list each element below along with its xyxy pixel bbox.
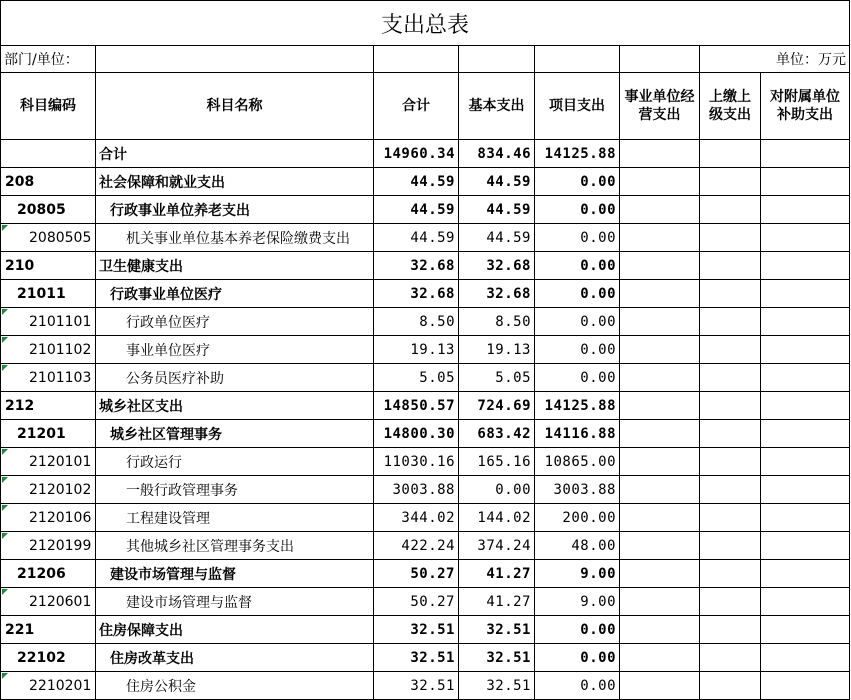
cell-code[interactable]: 2101101 (1, 308, 96, 336)
cell-total[interactable]: 32.51 (374, 644, 459, 672)
cell-subsidy[interactable] (761, 252, 850, 280)
cell-basic[interactable]: 165.16 (459, 448, 535, 476)
cell-project[interactable]: 0.00 (535, 168, 620, 196)
cell-subsidy[interactable] (761, 616, 850, 644)
cell-project[interactable]: 9.00 (535, 588, 620, 616)
cell-name[interactable]: 事业单位医疗 (96, 336, 374, 364)
cell-total[interactable]: 32.51 (374, 672, 459, 700)
cell-project[interactable]: 200.00 (535, 504, 620, 532)
cell-business[interactable] (620, 336, 700, 364)
table-row (1, 532, 850, 560)
header-code: 科目编码 (1, 73, 96, 140)
cell-subsidy[interactable] (761, 364, 850, 392)
cell-code[interactable]: 2120601 (1, 588, 96, 616)
cell-project[interactable]: 10865.00 (535, 448, 620, 476)
cell-total[interactable]: 44.59 (374, 168, 459, 196)
cell-total[interactable]: 50.27 (374, 588, 459, 616)
cell-code[interactable]: 20805 (1, 196, 96, 224)
cell-project[interactable]: 0.00 (535, 196, 620, 224)
cell-code[interactable]: 2120101 (1, 448, 96, 476)
cell-name[interactable]: 社会保障和就业支出 (96, 168, 374, 196)
table-row (1, 168, 850, 196)
cell-basic[interactable]: 32.68 (459, 280, 535, 308)
cell-business[interactable] (620, 588, 700, 616)
cell-code[interactable] (1, 140, 96, 168)
cell-upper[interactable] (700, 532, 761, 560)
unit-row-empty-cell (459, 46, 535, 73)
header-basic: 基本支出 (459, 73, 535, 140)
table-row (1, 560, 850, 588)
cell-total[interactable]: 8.50 (374, 308, 459, 336)
cell-subsidy[interactable] (761, 476, 850, 504)
table-row (1, 588, 850, 616)
cell-upper[interactable] (700, 448, 761, 476)
cell-code[interactable]: 208 (1, 168, 96, 196)
cell-code[interactable]: 212 (1, 392, 96, 420)
cell-name[interactable]: 工程建设管理 (96, 504, 374, 532)
unit-row-empty-cell (374, 46, 459, 73)
cell-business[interactable] (620, 196, 700, 224)
cell-business[interactable] (620, 672, 700, 700)
table-row (1, 364, 850, 392)
cell-upper[interactable] (700, 560, 761, 588)
cell-total[interactable]: 50.27 (374, 560, 459, 588)
cell-name[interactable]: 行政事业单位医疗 (96, 280, 374, 308)
cell-project[interactable]: 0.00 (535, 672, 620, 700)
cell-basic[interactable]: 5.05 (459, 364, 535, 392)
cell-name[interactable]: 行政单位医疗 (96, 308, 374, 336)
cell-name[interactable]: 公务员医疗补助 (96, 364, 374, 392)
cell-business[interactable] (620, 532, 700, 560)
table-title: 支出总表 (1, 1, 850, 46)
cell-subsidy[interactable] (761, 224, 850, 252)
cell-subsidy[interactable] (761, 588, 850, 616)
cell-upper[interactable] (700, 224, 761, 252)
cell-total[interactable]: 14800.30 (374, 420, 459, 448)
cell-basic[interactable]: 32.51 (459, 644, 535, 672)
cell-name[interactable]: 建设市场管理与监督 (96, 588, 374, 616)
cell-subsidy[interactable] (761, 672, 850, 700)
cell-upper[interactable] (700, 644, 761, 672)
cell-name[interactable]: 住房改革支出 (96, 644, 374, 672)
cell-basic[interactable]: 0.00 (459, 476, 535, 504)
cell-business[interactable] (620, 476, 700, 504)
cell-upper[interactable] (700, 420, 761, 448)
cell-upper[interactable] (700, 672, 761, 700)
cell-total[interactable]: 14850.57 (374, 392, 459, 420)
cell-name[interactable]: 城乡社区管理事务 (96, 420, 374, 448)
cell-subsidy[interactable] (761, 392, 850, 420)
cell-name[interactable]: 机关事业单位基本养老保险缴费支出 (96, 224, 374, 252)
cell-code[interactable]: 21206 (1, 560, 96, 588)
cell-basic[interactable]: 41.27 (459, 560, 535, 588)
dept-label: 部门/单位： (1, 46, 96, 73)
cell-basic[interactable]: 41.27 (459, 588, 535, 616)
cell-business[interactable] (620, 616, 700, 644)
table-row (1, 280, 850, 308)
table-row (1, 308, 850, 336)
cell-upper[interactable] (700, 476, 761, 504)
cell-upper[interactable] (700, 336, 761, 364)
cell-code[interactable]: 2080505 (1, 224, 96, 252)
cell-business[interactable] (620, 448, 700, 476)
cell-code[interactable]: 2101102 (1, 336, 96, 364)
cell-name[interactable]: 城乡社区支出 (96, 392, 374, 420)
cell-basic[interactable]: 32.51 (459, 672, 535, 700)
cell-name[interactable]: 建设市场管理与监督 (96, 560, 374, 588)
cell-project[interactable]: 0.00 (535, 644, 620, 672)
cell-subsidy[interactable] (761, 448, 850, 476)
table-row (1, 448, 850, 476)
cell-total[interactable]: 32.68 (374, 252, 459, 280)
cell-total[interactable]: 344.02 (374, 504, 459, 532)
cell-business[interactable] (620, 504, 700, 532)
cell-subsidy[interactable] (761, 532, 850, 560)
cell-business[interactable] (620, 308, 700, 336)
cell-code[interactable]: 2101103 (1, 364, 96, 392)
cell-name[interactable]: 住房公积金 (96, 672, 374, 700)
cell-basic[interactable]: 44.59 (459, 196, 535, 224)
table-row (1, 672, 850, 700)
dept-value-cell[interactable] (96, 46, 374, 73)
cell-subsidy[interactable] (761, 504, 850, 532)
cell-subsidy[interactable] (761, 560, 850, 588)
cell-subsidy[interactable] (761, 168, 850, 196)
header-upper: 上缴上级支出 (700, 73, 761, 140)
cell-basic[interactable]: 32.51 (459, 616, 535, 644)
cell-project[interactable]: 14116.88 (535, 420, 620, 448)
cell-subsidy[interactable] (761, 280, 850, 308)
cell-upper[interactable] (700, 196, 761, 224)
cell-business[interactable] (620, 364, 700, 392)
cell-business[interactable] (620, 252, 700, 280)
cell-total[interactable]: 19.13 (374, 336, 459, 364)
header-total: 合计 (374, 73, 459, 140)
cell-total[interactable]: 32.68 (374, 280, 459, 308)
cell-upper[interactable] (700, 280, 761, 308)
cell-upper[interactable] (700, 392, 761, 420)
cell-name[interactable]: 一般行政管理事务 (96, 476, 374, 504)
table-row (1, 616, 850, 644)
cell-code[interactable]: 2120102 (1, 476, 96, 504)
unit-row-empty-cell (535, 46, 620, 73)
cell-basic[interactable]: 374.24 (459, 532, 535, 560)
table-row (1, 476, 850, 504)
cell-business[interactable] (620, 392, 700, 420)
cell-upper[interactable] (700, 168, 761, 196)
header-subsidy: 对附属单位补助支出 (761, 73, 850, 140)
cell-subsidy[interactable] (761, 140, 850, 168)
unit-row-empty-cell (620, 46, 700, 73)
cell-project[interactable]: 9.00 (535, 560, 620, 588)
cell-code[interactable]: 210 (1, 252, 96, 280)
cell-subsidy[interactable] (761, 308, 850, 336)
cell-subsidy[interactable] (761, 420, 850, 448)
cell-name[interactable]: 行政事业单位养老支出 (96, 196, 374, 224)
cell-basic[interactable]: 834.46 (459, 140, 535, 168)
cell-basic[interactable]: 44.59 (459, 168, 535, 196)
header-business: 事业单位经营支出 (620, 73, 700, 140)
header-name: 科目名称 (96, 73, 374, 140)
cell-business[interactable] (620, 644, 700, 672)
cell-project[interactable]: 0.00 (535, 336, 620, 364)
table-row (1, 196, 850, 224)
cell-basic[interactable]: 724.69 (459, 392, 535, 420)
cell-total[interactable]: 11030.16 (374, 448, 459, 476)
cell-upper[interactable] (700, 588, 761, 616)
cell-project[interactable]: 3003.88 (535, 476, 620, 504)
cell-code[interactable]: 2120199 (1, 532, 96, 560)
cell-total[interactable]: 32.51 (374, 616, 459, 644)
cell-basic[interactable]: 8.50 (459, 308, 535, 336)
cell-name[interactable]: 卫生健康支出 (96, 252, 374, 280)
cell-project[interactable]: 14125.88 (535, 392, 620, 420)
table-row (1, 392, 850, 420)
cell-business[interactable] (620, 420, 700, 448)
cell-project[interactable]: 14125.88 (535, 140, 620, 168)
unit-label: 单位：万元 (700, 46, 850, 73)
table-row (1, 140, 850, 168)
cell-upper[interactable] (700, 140, 761, 168)
cell-upper[interactable] (700, 364, 761, 392)
table-row (1, 504, 850, 532)
cell-code[interactable]: 21011 (1, 280, 96, 308)
cell-code[interactable]: 2120106 (1, 504, 96, 532)
table-row (1, 420, 850, 448)
cell-business[interactable] (620, 168, 700, 196)
cell-total[interactable]: 44.59 (374, 224, 459, 252)
cell-total[interactable]: 422.24 (374, 532, 459, 560)
cell-project[interactable]: 0.00 (535, 364, 620, 392)
cell-basic[interactable]: 144.02 (459, 504, 535, 532)
cell-code[interactable]: 22102 (1, 644, 96, 672)
cell-basic[interactable]: 19.13 (459, 336, 535, 364)
cell-code[interactable]: 21201 (1, 420, 96, 448)
cell-total[interactable]: 44.59 (374, 196, 459, 224)
header-row (1, 73, 850, 140)
cell-name[interactable]: 行政运行 (96, 448, 374, 476)
cell-business[interactable] (620, 140, 700, 168)
cell-total[interactable]: 14960.34 (374, 140, 459, 168)
table-row (1, 336, 850, 364)
cell-code[interactable]: 2210201 (1, 672, 96, 700)
table-row (1, 252, 850, 280)
cell-project[interactable]: 0.00 (535, 252, 620, 280)
cell-name[interactable]: 合计 (96, 140, 374, 168)
cell-project[interactable]: 48.00 (535, 532, 620, 560)
cell-basic[interactable]: 32.68 (459, 252, 535, 280)
cell-total[interactable]: 5.05 (374, 364, 459, 392)
cell-name[interactable]: 住房保障支出 (96, 616, 374, 644)
cell-total[interactable]: 3003.88 (374, 476, 459, 504)
cell-upper[interactable] (700, 616, 761, 644)
cell-project[interactable]: 0.00 (535, 616, 620, 644)
cell-business[interactable] (620, 280, 700, 308)
cell-project[interactable]: 0.00 (535, 280, 620, 308)
cell-upper[interactable] (700, 308, 761, 336)
cell-project[interactable]: 0.00 (535, 224, 620, 252)
cell-project[interactable]: 0.00 (535, 308, 620, 336)
table-row (1, 224, 850, 252)
cell-upper[interactable] (700, 504, 761, 532)
cell-basic[interactable]: 683.42 (459, 420, 535, 448)
table-row (1, 644, 850, 672)
cell-business[interactable] (620, 224, 700, 252)
cell-upper[interactable] (700, 252, 761, 280)
cell-name[interactable]: 其他城乡社区管理事务支出 (96, 532, 374, 560)
cell-subsidy[interactable] (761, 644, 850, 672)
cell-subsidy[interactable] (761, 336, 850, 364)
cell-basic[interactable]: 44.59 (459, 224, 535, 252)
cell-business[interactable] (620, 560, 700, 588)
cell-subsidy[interactable] (761, 196, 850, 224)
header-project: 项目支出 (535, 73, 620, 140)
cell-code[interactable]: 221 (1, 616, 96, 644)
